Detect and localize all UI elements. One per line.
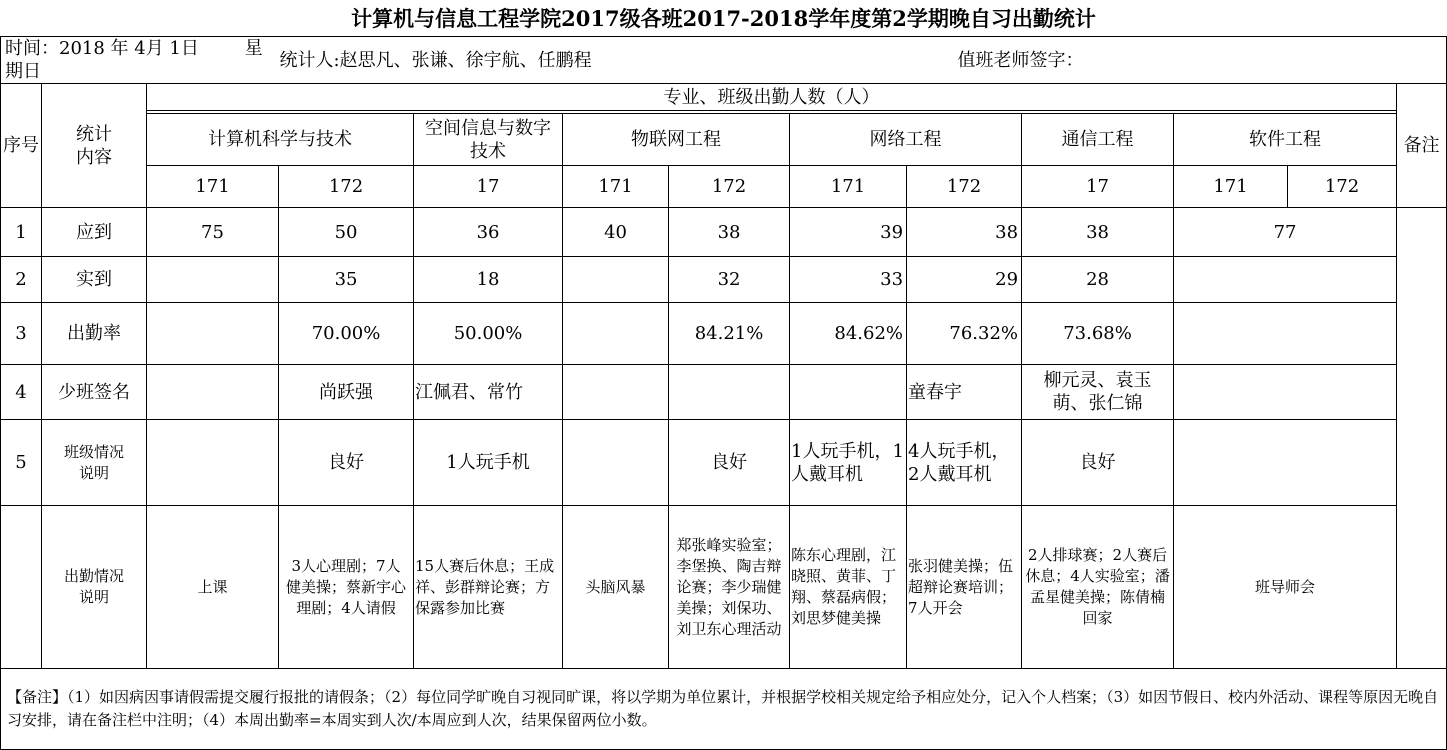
row-number: 2 — [1, 257, 42, 303]
class-cell: 171 — [147, 166, 279, 208]
major-cs: 计算机科学与技术 — [147, 114, 414, 166]
remark-header: 备注 — [1397, 84, 1447, 208]
data-cell: 陈东心理剧，江晓照、黄菲、丁翔、蔡磊病假；刘思梦健美操 — [790, 506, 907, 669]
row-number: 1 — [1, 208, 42, 257]
data-cell — [563, 365, 669, 420]
data-cell: 4人玩手机，2人戴耳机 — [907, 420, 1022, 506]
header-majors-row — [1, 114, 1447, 166]
data-cell-software — [1174, 365, 1397, 420]
group-header: 专业、班级出勤人数（人） — [147, 84, 1397, 111]
data-cell: 张羽健美操；伍超辩论赛培训；7人开会 — [907, 506, 1022, 669]
data-cell — [147, 257, 279, 303]
counters-cell: 统计人:赵思凡、张谦、徐宇航、任鹏程 — [279, 37, 907, 84]
table-row — [1, 365, 1447, 420]
data-cell: 柳元灵、袁玉萌、张仁锦 — [1022, 365, 1174, 420]
data-cell: 童春宇 — [907, 365, 1022, 420]
data-cell: 33 — [790, 257, 907, 303]
data-cell: 38 — [669, 208, 790, 257]
class-cell: 172 — [279, 166, 414, 208]
data-cell: 1人玩手机，1人戴耳机 — [790, 420, 907, 506]
seq-header: 序号 — [1, 84, 42, 208]
class-cell: 171 — [563, 166, 669, 208]
row-label: 出勤情况说明 — [42, 506, 147, 669]
data-cell — [147, 420, 279, 506]
data-cell — [147, 303, 279, 365]
data-cell: 郑张峰实验室；李堡换、陶吉辩论赛；李少瑞健美操；刘保功、刘卫东心理活动 — [669, 506, 790, 669]
row-label: 出勤率 — [42, 303, 147, 365]
row-label: 班级情况说明 — [42, 420, 147, 506]
data-cell: 32 — [669, 257, 790, 303]
table-row — [1, 257, 1447, 303]
data-cell: 38 — [1022, 208, 1174, 257]
row-label: 应到 — [42, 208, 147, 257]
footnote: 【备注】（1）如因病因事请假需提交履行报批的请假条；（2）每位同学旷晚自习视同旷课，将以学期为单位累计，并根据学校相关规定给予相应处分，记入个人档案；（3）如因节假日、校内外活动、课程等原因无晚自习安排，请在备注栏中注明；（4）本周出勤率=本周实到人次/本周应到人次，结果保留两位小数。 — [1, 669, 1447, 750]
class-cell: 172 — [1288, 166, 1397, 208]
data-cell: 29 — [907, 257, 1022, 303]
data-cell-software: 班导师会 — [1174, 506, 1397, 669]
data-cell-software: 77 — [1174, 208, 1397, 257]
table-row — [1, 506, 1447, 669]
class-cell: 171 — [790, 166, 907, 208]
data-cell — [147, 365, 279, 420]
data-cell: 50 — [279, 208, 414, 257]
table-row — [1, 208, 1447, 257]
data-cell: 良好 — [1022, 420, 1174, 506]
header-group-row — [1, 84, 1447, 111]
data-cell: 38 — [907, 208, 1022, 257]
data-cell: 2人排球赛；2人赛后休息；4人实验室；潘孟星健美操；陈倩楠回家 — [1022, 506, 1174, 669]
major-spatial: 空间信息与数字技术 — [414, 114, 563, 166]
date-cell: 时间：2018 年 4月 1日 星期日 — [1, 37, 279, 84]
table-row — [1, 420, 1447, 506]
content-header: 统计内容 — [42, 84, 147, 208]
data-cell: 上课 — [147, 506, 279, 669]
class-cell: 171 — [1174, 166, 1288, 208]
data-cell: 18 — [414, 257, 563, 303]
data-cell: 84.21% — [669, 303, 790, 365]
note-row — [1, 669, 1447, 750]
data-cell — [563, 257, 669, 303]
table-row — [1, 303, 1447, 365]
data-cell: 28 — [1022, 257, 1174, 303]
data-cell: 良好 — [279, 420, 414, 506]
data-cell: 良好 — [669, 420, 790, 506]
data-cell: 73.68% — [1022, 303, 1174, 365]
data-cell-software — [1174, 420, 1397, 506]
row-number: 4 — [1, 365, 42, 420]
data-cell: 3人心理剧；7人健美操；蔡新宇心理剧；4人请假 — [279, 506, 414, 669]
data-cell: 15人赛后休息；王成祥、彭群辩论赛；方保露参加比赛 — [414, 506, 563, 669]
row-label: 实到 — [42, 257, 147, 303]
major-software: 软件工程 — [1174, 114, 1397, 166]
data-cell: 尚跃强 — [279, 365, 414, 420]
data-cell: 35 — [279, 257, 414, 303]
data-cell: 76.32% — [907, 303, 1022, 365]
data-cell: 70.00% — [279, 303, 414, 365]
row-label: 少班签名 — [42, 365, 147, 420]
data-cell-software — [1174, 257, 1397, 303]
attendance-table — [0, 36, 1447, 750]
row-number: 5 — [1, 420, 42, 506]
data-cell — [669, 365, 790, 420]
weekday: 星期日 — [5, 38, 263, 82]
class-cell: 17 — [1022, 166, 1174, 208]
data-cell: 84.62% — [790, 303, 907, 365]
header-classes-row — [1, 166, 1447, 208]
data-cell: 40 — [563, 208, 669, 257]
data-cell: 1人玩手机 — [414, 420, 563, 506]
row-number: 3 — [1, 303, 42, 365]
data-cell: 江佩君、常竹 — [414, 365, 563, 420]
class-cell: 17 — [414, 166, 563, 208]
row-number — [1, 506, 42, 669]
data-cell: 头脑风暴 — [563, 506, 669, 669]
major-iot: 物联网工程 — [563, 114, 790, 166]
teacher-sign-cell: 值班老师签字： — [907, 37, 1447, 84]
class-cell: 172 — [669, 166, 790, 208]
data-cell: 50.00% — [414, 303, 563, 365]
data-cell — [563, 420, 669, 506]
class-cell: 172 — [907, 166, 1022, 208]
data-cell: 75 — [147, 208, 279, 257]
sheet-title: 计算机与信息工程学院2017级各班2017-2018学年度第2学期晚自习出勤统计 — [351, 6, 1096, 31]
data-cell — [563, 303, 669, 365]
data-cell: 39 — [790, 208, 907, 257]
data-cell — [790, 365, 907, 420]
remark-cell — [1397, 208, 1447, 669]
info-row — [1, 37, 1447, 84]
major-comm: 通信工程 — [1022, 114, 1174, 166]
major-network: 网络工程 — [790, 114, 1022, 166]
data-cell: 36 — [414, 208, 563, 257]
data-cell-software — [1174, 303, 1397, 365]
